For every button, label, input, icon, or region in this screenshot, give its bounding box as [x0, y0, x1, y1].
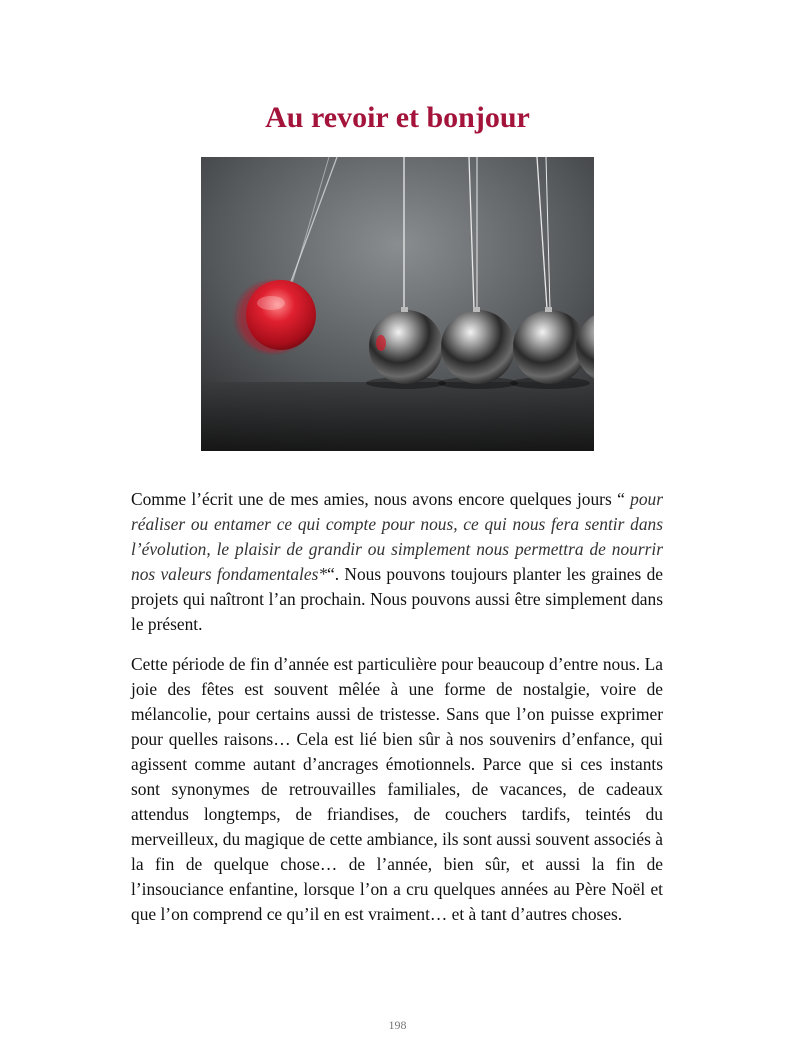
paragraph-1-quote: pour réaliser ou entamer ce qui compte pour nous, ce qui nous fera sentir dans l’évolution, le plaisir de grandir ou simplement nous permettra de nourrir nos valeurs fondamentales*: [131, 489, 663, 584]
newtons-cradle-illustration: [201, 157, 594, 451]
paragraph-1-tail: “. Nous pouvons toujours planter les graines de projets qui naîtront l’an prochain. Nous pouvons aussi être simplement dans le présent.: [131, 564, 663, 634]
page-title: Au revoir et bonjour: [265, 101, 530, 134]
paragraph-2: Cette période de fin d’année est particulière pour beaucoup d’entre nous. La joie des fêtes est souvent mêlée à une forme de nostalgie, voire de mélancolie, pour certains aussi de tristesse. Sans que l’on puisse exprimer pour quelles raisons… Cela est lié bien sûr à nos souvenirs d’enfance, qui agissent comme autant d’ancrages émotionnels. Parce que si ces instants sont synonymes de retrouvailles familiales, de vacances, de cadeaux attendus longtemps, de friandises, de couchers tardifs, teintés du merveilleux, du magique de cette ambiance, ils sont aussi souvent associés à la fin de quelque chose… de l’année, bien sûr, et aussi la fin de l’insouciance enfantine, lorsque l’on a cru quelques années au Père Noël et que l’on comprend ce qu’il en est vraiment… et à tant d’autres choses.: [131, 654, 663, 924]
paragraph-1-lead: Comme l’écrit une de mes amies, nous avons encore quelques jours “: [131, 489, 631, 509]
newtons-cradle-photo: [201, 157, 594, 451]
paragraph-1: [131, 487, 663, 637]
page-number: 198: [388, 1018, 407, 1032]
